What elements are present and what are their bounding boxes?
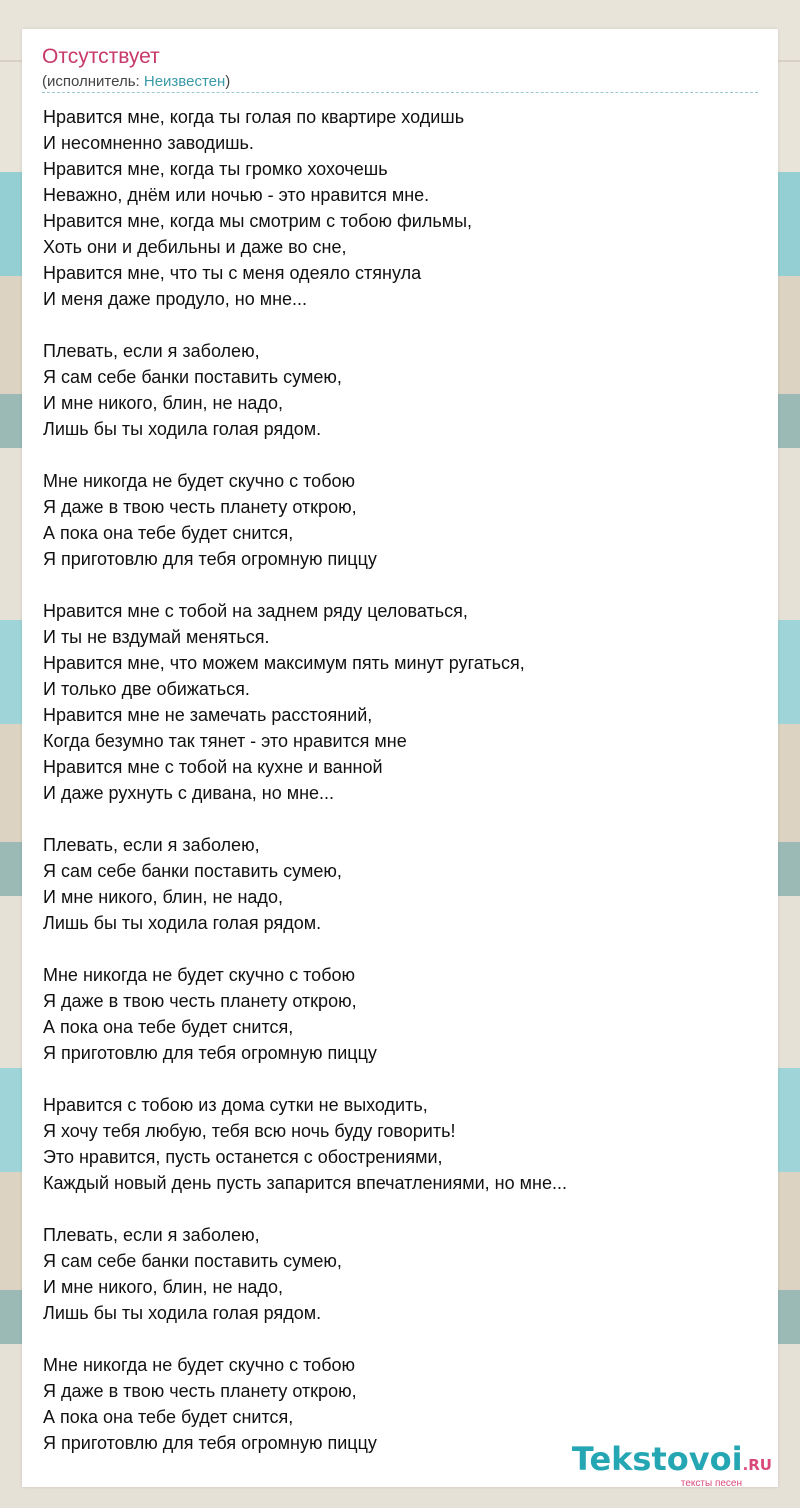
lyric-line: Я приготовлю для тебя огромную пиццу bbox=[43, 1043, 377, 1063]
lyric-line: Я хочу тебя любую, тебя всю ночь буду говорить! bbox=[43, 1121, 456, 1141]
lyric-line: И несомненно заводишь. bbox=[43, 133, 254, 153]
lyric-line: А пока она тебе будет снится, bbox=[43, 1017, 294, 1037]
lyric-line: Нравится мне, когда ты голая по квартире ходишь bbox=[43, 107, 465, 127]
stanza-break bbox=[43, 1326, 763, 1352]
stanza-break bbox=[43, 442, 763, 468]
lyric-line: Я сам себе банки поставить сумею, bbox=[43, 861, 342, 881]
performer-prefix: (исполнитель: bbox=[42, 73, 144, 90]
lyric-line: Плевать, если я заболею, bbox=[43, 341, 260, 361]
lyric-line: А пока она тебе будет снится, bbox=[43, 523, 294, 543]
lyric-line: Нравится мне, что можем максимум пять минут ругаться, bbox=[43, 653, 525, 673]
lyric-line: Я даже в твою честь планету открою, bbox=[43, 497, 357, 517]
lyric-line: И ты не вздумай меняться. bbox=[43, 627, 270, 647]
lyric-line: Плевать, если я заболею, bbox=[43, 1225, 260, 1245]
lyric-line: Я даже в твою честь планету открою, bbox=[43, 1381, 357, 1401]
lyric-line: Нравится мне с тобой на заднем ряду целоваться, bbox=[43, 601, 468, 621]
stanza-break bbox=[43, 806, 763, 832]
logo-main-text: Tekstovoi bbox=[571, 1440, 743, 1478]
logo-tld: .RU bbox=[742, 1456, 772, 1474]
logo-wordmark bbox=[572, 1442, 772, 1482]
lyric-line: Я приготовлю для тебя огромную пиццу bbox=[43, 549, 377, 569]
lyric-line: Каждый новый день пусть запарится впечатлениями, но мне... bbox=[43, 1173, 567, 1193]
lyric-line: И меня даже продуло, но мне... bbox=[43, 289, 308, 309]
stanza-break bbox=[43, 312, 763, 338]
lyric-line: Мне никогда не будет скучно с тобою bbox=[43, 1355, 356, 1375]
lyric-line: И мне никого, блин, не надо, bbox=[43, 393, 283, 413]
lyric-line: Нравится мне, когда ты громко хохочешь bbox=[43, 159, 388, 179]
lyric-line: Когда безумно так тянет - это нравится мне bbox=[43, 731, 407, 751]
performer-suffix: ) bbox=[225, 73, 231, 90]
lyric-line: Мне никогда не будет скучно с тобою bbox=[43, 965, 356, 985]
lyric-line: Я сам себе банки поставить сумею, bbox=[43, 1251, 342, 1271]
stanza-break bbox=[43, 1196, 763, 1222]
lyric-line: И мне никого, блин, не надо, bbox=[43, 887, 283, 907]
lyric-line: Лишь бы ты ходила голая рядом. bbox=[43, 1303, 322, 1323]
stanza-break bbox=[43, 1066, 763, 1092]
song-title: Отсутствует bbox=[42, 45, 160, 68]
lyric-line: Лишь бы ты ходила голая рядом. bbox=[43, 913, 322, 933]
artist-link[interactable]: Неизвестен bbox=[143, 73, 226, 90]
stanza-break bbox=[43, 936, 763, 962]
lyric-line: Нравится с тобою из дома сутки не выходить, bbox=[43, 1095, 428, 1115]
lyric-line: Хоть они и дебильны и даже во сне, bbox=[43, 237, 347, 257]
lyric-line: Я приготовлю для тебя огромную пиццу bbox=[43, 1433, 377, 1453]
lyric-line: И даже рухнуть с дивана, но мне... bbox=[43, 783, 335, 803]
lyric-line: И мне никого, блин, не надо, bbox=[43, 1277, 283, 1297]
performer-line bbox=[42, 72, 230, 92]
lyric-line: Мне никогда не будет скучно с тобою bbox=[43, 471, 356, 491]
title-divider bbox=[42, 92, 758, 93]
site-logo[interactable] bbox=[572, 1442, 772, 1490]
lyric-line: А пока она тебе будет снится, bbox=[43, 1407, 294, 1427]
lyric-line: И только две обижаться. bbox=[43, 679, 250, 699]
lyric-line: Нравится мне не замечать расстояний, bbox=[43, 705, 373, 725]
logo-tagline: тексты песен bbox=[680, 1478, 742, 1489]
lyrics-panel bbox=[22, 29, 778, 1487]
lyric-line: Лишь бы ты ходила голая рядом. bbox=[43, 419, 322, 439]
lyric-line: Нравится мне, что ты с меня одеяло стянула bbox=[43, 263, 422, 283]
lyrics-text bbox=[43, 104, 763, 1456]
lyric-line: Это нравится, пусть останется с обострениями, bbox=[43, 1147, 443, 1167]
lyric-line: Я сам себе банки поставить сумею, bbox=[43, 367, 342, 387]
lyric-line: Нравится мне с тобой на кухне и ванной bbox=[43, 757, 383, 777]
lyric-line: Нравится мне, когда мы смотрим с тобою фильмы, bbox=[43, 211, 473, 231]
lyric-line: Я даже в твою честь планету открою, bbox=[43, 991, 357, 1011]
lyric-line: Неважно, днём или ночью - это нравится мне. bbox=[43, 185, 430, 205]
lyric-line: Плевать, если я заболею, bbox=[43, 835, 260, 855]
stanza-break bbox=[43, 572, 763, 598]
